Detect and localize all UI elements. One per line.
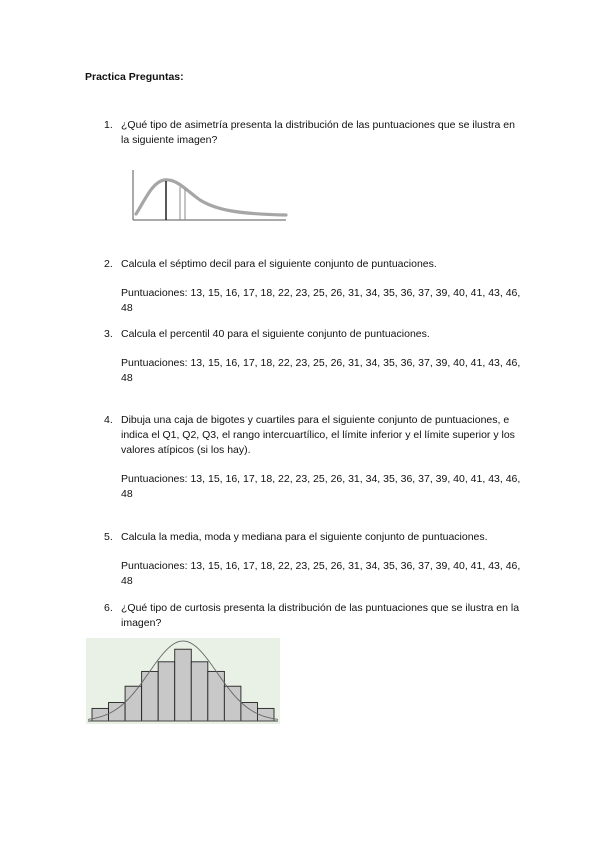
histogram-bar	[175, 649, 192, 721]
scores-list: Puntuaciones: 13, 15, 16, 17, 18, 22, 23, 25, 26, 31, 34, 35, 36, 37, 39, 40, 41, 43, 46, 48	[121, 560, 521, 587]
question-number: 2.	[104, 258, 113, 270]
histogram-bar	[191, 662, 208, 721]
question-3	[104, 327, 524, 386]
question-text: Calcula el séptimo decil para el siguiente conjunto de puntuaciones.	[121, 258, 437, 270]
question-text: ¿Qué tipo de curtosis presenta la distribución de las puntuaciones que se ilustra en la imagen?	[121, 602, 520, 629]
distribution-curve	[136, 180, 286, 215]
question-number: 1.	[104, 119, 113, 131]
question-6	[104, 601, 524, 631]
question-4	[104, 413, 524, 502]
histogram-bar	[241, 703, 258, 722]
question-1	[104, 118, 524, 148]
histogram-bar	[125, 686, 142, 721]
histogram-bar	[158, 662, 175, 721]
question-text: ¿Qué tipo de asimetría presenta la distribución de las puntuaciones que se ilustra en la siguiente imagen?	[121, 119, 515, 146]
question-number: 5.	[104, 531, 113, 543]
scores-list: Puntuaciones: 13, 15, 16, 17, 18, 22, 23, 25, 26, 31, 34, 35, 36, 37, 39, 40, 41, 43, 46, 48	[121, 357, 521, 384]
question-number: 4.	[104, 414, 113, 426]
question-5	[104, 530, 524, 589]
histogram-bar	[109, 703, 126, 722]
question-2	[104, 257, 524, 316]
scores-list: Puntuaciones: 13, 15, 16, 17, 18, 22, 23, 25, 26, 31, 34, 35, 36, 37, 39, 40, 41, 43, 46, 48	[121, 473, 521, 500]
question-text: Dibuja una caja de bigotes y cuartiles para el siguiente conjunto de puntuaciones, e indica el Q1, Q2, Q3, el rango intercuartílico, el límite inferior y el límite superior y los valores atípicos (si los hay).	[121, 414, 515, 456]
scores-list: Puntuaciones: 13, 15, 16, 17, 18, 22, 23, 25, 26, 31, 34, 35, 36, 37, 39, 40, 41, 43, 46, 48	[121, 287, 521, 314]
right-skewed-distribution-icon	[128, 168, 290, 224]
histogram-bar	[224, 686, 241, 721]
histogram-normal-curve-icon	[86, 638, 280, 724]
question-text: Calcula la media, moda y mediana para el siguiente conjunto de puntuaciones.	[121, 531, 488, 543]
question-text: Calcula el percentil 40 para el siguiente conjunto de puntuaciones.	[121, 328, 430, 340]
page-title: Practica Preguntas:	[85, 71, 184, 83]
question-number: 6.	[104, 602, 113, 614]
question-number: 3.	[104, 328, 113, 340]
